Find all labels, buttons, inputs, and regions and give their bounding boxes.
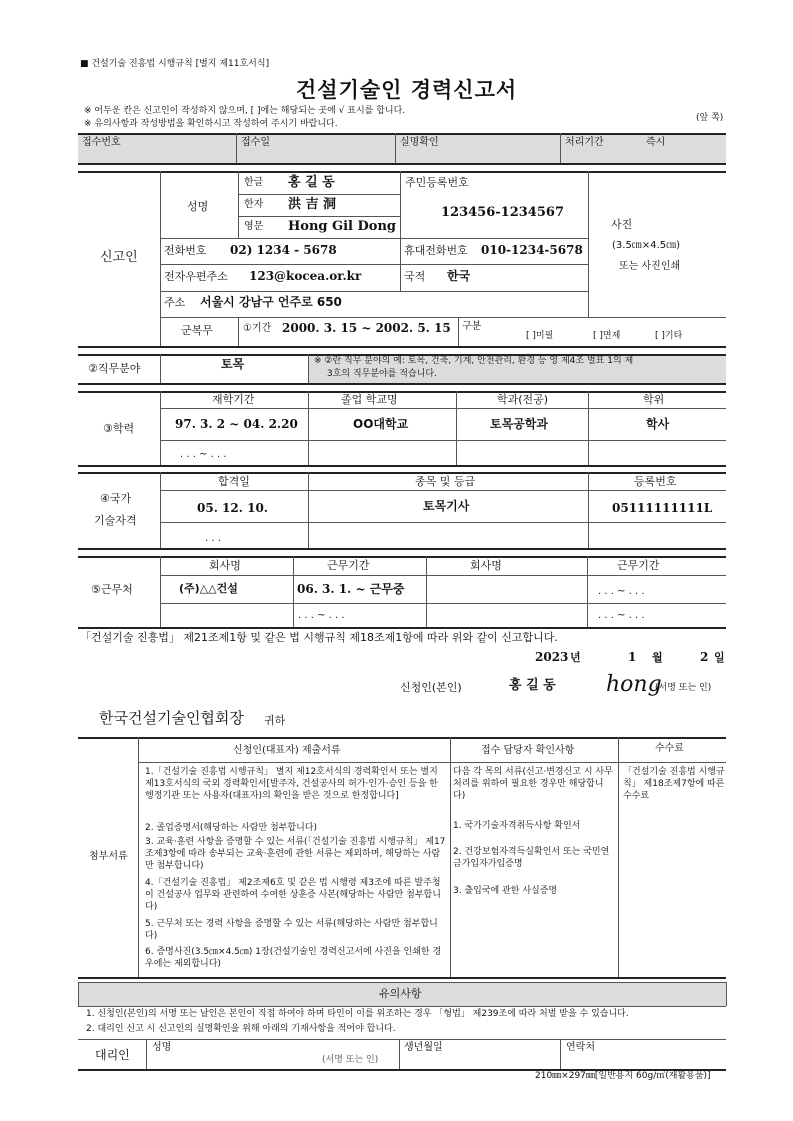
- address-value[interactable]: 서울시 강남구 언주로 650: [200, 295, 342, 309]
- identity-check-label: 실명확인: [400, 137, 439, 148]
- license-date-blank[interactable]: . . .: [205, 533, 221, 544]
- education-header-school: 졸업 학교명: [341, 393, 398, 406]
- field-label: ②직무분야: [88, 362, 141, 375]
- attachment-item-4: 4.「건설기술 진흥법」 제2조제6호 및 같은 법 시행령 제3조에 따른 발주청이 건설공사 업무와 관련하여 수여한 상훈증 사본(해당하는 사람만 첨부합니다): [145, 878, 441, 913]
- applicant-signature[interactable]: hong: [606, 672, 662, 697]
- declaration-month[interactable]: 1: [628, 650, 637, 664]
- attachment-item-5: 5. 근무처 또는 경력 사항을 증명할 수 있는 서류(해당하는 사람만 첨부합니다): [145, 919, 438, 942]
- education-period-blank[interactable]: . . . ~ . . .: [180, 449, 227, 460]
- fee-text: 「건설기술 진흥법 시행규칙」 제18조제7항에 따른 수수료: [623, 767, 725, 802]
- field-note-line1: ※ ②란 직무 분야의 예: 토목, 건축, 기계, 안전관리, 환경 등 영 제4조 별표 1의 제: [314, 356, 634, 366]
- notice-item-1: 1. 신청인(본인)의 서명 또는 날인은 본인이 직접 하여야 하며 타인이 이를 위조하는 경우 「형법」 제239조에 따라 처벌 받을 수 있습니다.: [86, 1009, 629, 1019]
- receipt-date-label: 접수일: [241, 137, 270, 148]
- education-school-value[interactable]: OO대학교: [353, 417, 409, 431]
- option-exempt[interactable]: [ ]면제: [593, 331, 621, 341]
- email-label: 전자우편주소: [164, 270, 228, 283]
- hanja-label: 한자: [244, 199, 264, 210]
- photo-or-print: 또는 사진인쇄: [619, 261, 681, 272]
- mobile-value[interactable]: 010-1234-5678: [481, 243, 583, 257]
- english-name-value[interactable]: Hong Gil Dong: [288, 219, 397, 234]
- license-header-grade: 종목 및 등급: [415, 475, 476, 488]
- rrn-value[interactable]: 123456-1234567: [441, 205, 564, 220]
- hanja-name-value[interactable]: 洪 吉 洞: [288, 197, 337, 212]
- license-header-date: 합격일: [218, 475, 250, 488]
- education-label: ③학력: [103, 422, 135, 435]
- education-major-value[interactable]: 토목공학과: [490, 417, 548, 431]
- license-date-value[interactable]: 05. 12. 10.: [197, 501, 268, 515]
- rrn-label: 주민등록번호: [405, 176, 469, 189]
- email-value[interactable]: 123@kocea.or.kr: [249, 269, 362, 283]
- agent-label: 대리인: [95, 1048, 130, 1062]
- recipient-name: 한국건설기술인협회장: [99, 709, 244, 727]
- note-instructions: ※ 유의사항과 작성방법을 확인하시고 작성하여 주시기 바랍니다.: [84, 119, 338, 129]
- license-header-regno: 등록번호: [634, 475, 677, 488]
- photo-label: 사진: [611, 218, 633, 231]
- verification-item-2: 2. 건강보험자격득실확인서 또는 국민연금가입자가입증명: [453, 847, 610, 870]
- education-header-degree: 학위: [643, 393, 665, 406]
- attachments-header-fee: 수수료: [655, 743, 684, 754]
- work-header-period1: 근무기간: [327, 559, 370, 572]
- military-label: 군복무: [181, 324, 213, 337]
- work-label: ⑤근무처: [91, 583, 133, 596]
- work-header-company1: 회사명: [209, 559, 241, 572]
- applicant-sign-label: 신청인(본인): [400, 681, 462, 694]
- note-shading: ※ 어두운 칸은 신고인이 작성하지 않으며, [ ]에는 해당되는 곳에 √ 표시를 합니다.: [84, 106, 406, 116]
- military-period-value[interactable]: 2000. 3. 15 ~ 2002. 5. 15: [282, 321, 451, 335]
- processing-period-label: 처리기간: [565, 137, 604, 148]
- mobile-label: 휴대전화번호: [404, 244, 468, 257]
- declaration-year[interactable]: 2023: [535, 650, 569, 664]
- address-label: 주소: [164, 296, 186, 309]
- recipient-suffix: 귀하: [264, 714, 286, 727]
- sign-or-seal-label: (서명 또는 인): [655, 683, 712, 693]
- work-period-blank-1[interactable]: . . . ~ . . .: [598, 586, 645, 597]
- english-label: 영문: [244, 221, 264, 232]
- nationality-label: 국적: [404, 270, 426, 283]
- field-note-line2: 3호의 직무분야를 적습니다.: [327, 369, 437, 379]
- verification-item-1: 1. 국가기술자격취득사항 확인서: [453, 821, 581, 831]
- legal-basis: ■ 건설기술 진흥법 시행규칙 [별지 제11호서식]: [80, 59, 270, 69]
- education-header-period: 재학기간: [212, 393, 255, 406]
- military-type-label: 구분: [462, 321, 482, 332]
- field-value[interactable]: 토목: [221, 357, 245, 371]
- license-label-line1: ④국가: [100, 492, 132, 505]
- attachments-header-submitted: 신청인(대표자) 제출서류: [233, 745, 341, 756]
- education-degree-value[interactable]: 학사: [646, 417, 670, 431]
- hangul-name-value[interactable]: 홍 길 동: [288, 175, 335, 190]
- work-period-value[interactable]: 06. 3. 1. ~ 근무중: [297, 582, 405, 596]
- notice-title: 유의사항: [379, 987, 422, 1000]
- page-title: 건설기술인 경력신고서: [296, 78, 518, 102]
- license-label-line2: 기술자격: [94, 514, 137, 527]
- attachment-item-1: 1.「건설기술 진흥법 시행규칙」 별지 제12호서식의 경력확인서 또는 별지 제13호서식의 국외 경력확인서[발주자, 건설공사의 허가·인가·승인 등을 한 행정기관 또는 사용자(대표자)의 확인을 받은 것으로 한정합니다]: [145, 767, 438, 802]
- page-side: (앞 쪽): [696, 113, 724, 123]
- hangul-label: 한글: [244, 177, 264, 188]
- processing-period-value: 즉시: [646, 137, 666, 148]
- work-period-blank-3[interactable]: . . . ~ . . .: [598, 610, 645, 621]
- agent-contact-label[interactable]: 연락처: [566, 1042, 595, 1053]
- declaration-month-unit: 월: [652, 651, 663, 664]
- verification-item-3: 3. 출입국에 관한 사실증명: [453, 886, 558, 896]
- option-not-served[interactable]: [ ]미필: [526, 331, 554, 341]
- verification-intro: 다음 각 목의 서류(신고·변경신고 시 사무처리를 위하여 필요한 경우만 해당합니다): [453, 767, 613, 802]
- phone-label: 전화번호: [164, 244, 207, 257]
- applicant-section-label: 신고인: [100, 250, 138, 265]
- receipt-no-label: 접수번호: [82, 137, 121, 148]
- work-header-period2: 근무기간: [617, 559, 660, 572]
- work-company-value[interactable]: (주)△△건설: [179, 582, 238, 595]
- work-period-blank-2[interactable]: . . . ~ . . .: [298, 610, 345, 621]
- phone-value[interactable]: 02) 1234 - 5678: [230, 243, 337, 257]
- attachment-item-3: 3. 교육·훈련 사항을 증명할 수 있는 서류(「건설기술 진흥법 시행규칙」 제17조제3항에 따라 송부되는 교육·훈련에 관한 서류는 제외하며, 해당하는 사람만 첨부합니다): [145, 837, 446, 872]
- declaration-day[interactable]: 2: [700, 650, 709, 664]
- military-period-label: ①기간: [243, 323, 272, 334]
- attachment-item-2: 2. 졸업증명서(해당하는 사람만 첨부합니다): [145, 823, 317, 833]
- option-other[interactable]: [ ]기타: [655, 331, 683, 341]
- attachments-header-verified: 접수 담당자 확인사항: [481, 745, 575, 756]
- declaration-day-unit: 일: [714, 651, 725, 664]
- license-regno-value[interactable]: 05111111111L: [612, 501, 713, 515]
- notice-item-2: 2. 대리인 신고 시 신고인의 실명확인을 위해 아래의 기재사항을 적어야 합니다.: [86, 1024, 396, 1034]
- attachment-item-6: 6. 증명사진(3.5㎝×4.5㎝) 1장(건설기술인 경력신고서에 사진을 인쇄한 경우에는 제외합니다): [145, 947, 442, 970]
- declaration-year-unit: 년: [570, 651, 581, 664]
- paper-spec: 210㎜×297㎜[일반용지 60g/㎡(재활용품)]: [535, 1071, 711, 1081]
- nationality-value[interactable]: 한국: [447, 269, 471, 283]
- education-period-value[interactable]: 97. 3. 2 ~ 04. 2.20: [175, 417, 298, 431]
- license-grade-value[interactable]: 토목기사: [423, 499, 470, 513]
- work-header-company2: 회사명: [470, 559, 502, 572]
- photo-size: (3.5㎝×4.5㎝): [612, 240, 680, 251]
- attachments-label: 첨부서류: [89, 851, 128, 862]
- education-header-major: 학과(전공): [497, 393, 549, 406]
- declaration-statement: 「건설기술 진흥법」 제21조제1항 및 같은 법 시행규칙 제18조제1항에 따라 위와 같이 신고합니다.: [80, 631, 558, 644]
- name-label: 성명: [187, 200, 209, 213]
- agent-birth-label[interactable]: 생년월일: [404, 1042, 443, 1053]
- agent-sign-label: (서명 또는 인): [322, 1055, 379, 1065]
- applicant-sign-name[interactable]: 홍 길 동: [509, 678, 556, 693]
- agent-name-label[interactable]: 성명: [152, 1042, 172, 1053]
